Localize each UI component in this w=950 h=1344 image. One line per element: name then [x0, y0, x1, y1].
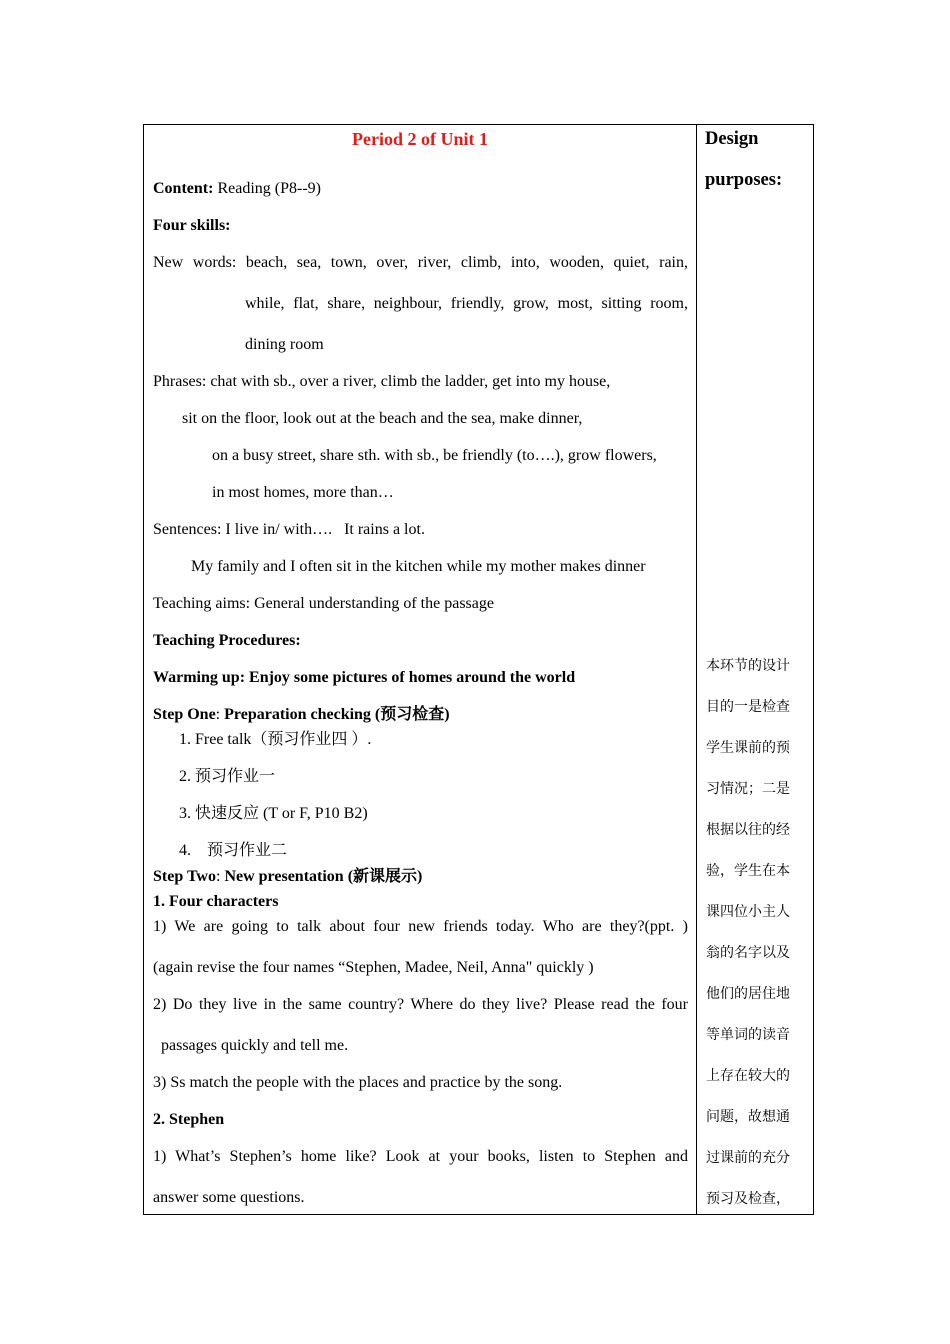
step-one-label: Step One	[153, 706, 216, 723]
step-two-separator: :	[215, 868, 225, 885]
design-note-line: 过课前的充分	[706, 1150, 790, 1166]
step-two-title: New presentation (新课展示)	[224, 868, 423, 885]
design-note-line: 习情况；二是	[706, 781, 790, 797]
lesson-title: Period 2 of Unit 1	[352, 129, 488, 149]
design-note-line: 本环节的设计	[706, 658, 790, 674]
design-note-line: 预习及检查，	[706, 1191, 790, 1207]
design-heading: Design	[705, 129, 759, 149]
step-one-item: 3. 快速反应 (T or F, P10 B2)	[179, 805, 368, 822]
step-one-heading	[153, 705, 450, 725]
design-note-line: 验，学生在本	[706, 863, 790, 879]
four-characters-1a: 1) We are going to talk about four new friends today. Who are they?(ppt. )	[153, 918, 688, 935]
step-one-separator: :	[215, 706, 225, 723]
design-note-line: 课四位小主人	[706, 904, 790, 920]
lesson-content-column	[144, 125, 696, 1214]
design-note-line: 翁的名字以及	[706, 945, 790, 961]
step-one-item: 4. 预习作业二	[179, 842, 288, 859]
sentences-line-1: Sentences: I live in/ with…. It rains a lot.	[153, 521, 425, 538]
design-note-line: 问题，故想通	[706, 1109, 790, 1125]
new-words-line-1: New words: beach, sea, town, over, river, climb, into, wooden, quiet, rain,	[153, 254, 688, 271]
step-one-title: Preparation checking (预习检查)	[224, 706, 450, 723]
design-note-line: 学生课前的预	[706, 740, 790, 756]
phrases-line-1: Phrases: chat with sb., over a river, climb the ladder, get into my house,	[153, 373, 611, 390]
four-skills-heading: Four skills:	[153, 217, 231, 234]
four-characters-1b: (again revise the four names “Stephen, Madee, Neil, Anna" quickly )	[153, 959, 594, 976]
new-words-line-2: while, flat, share, neighbour, friendly, grow, most, sitting room,	[245, 295, 688, 312]
sentences-line-2: My family and I often sit in the kitchen while my mother makes dinner	[191, 558, 646, 575]
design-note-line: 根据以往的经	[706, 822, 790, 838]
four-characters-3: 3) Ss match the people with the places and practice by the song.	[153, 1074, 563, 1091]
stephen-1a: 1) What’s Stephen’s home like? Look at your books, listen to Stephen and	[153, 1148, 688, 1165]
design-purposes-column	[697, 125, 813, 1214]
step-two-label: Step Two	[153, 868, 216, 885]
warming-up-heading: Warming up: Enjoy some pictures of homes around the world	[153, 669, 576, 686]
phrases-line-2: sit on the floor, look out at the beach and the sea, make dinner,	[182, 410, 583, 427]
content-label: Content:	[153, 180, 214, 197]
step-two-heading	[153, 867, 422, 887]
step-one-item: 1. Free talk（预习作业四 ）.	[179, 731, 372, 748]
design-note-line: 上存在较大的	[706, 1068, 790, 1084]
stephen-1b: answer some questions.	[153, 1189, 305, 1206]
content-value: Reading (P8--9)	[213, 180, 321, 197]
step-one-item: 2. 预习作业一	[179, 768, 276, 785]
phrases-line-4: in most homes, more than…	[212, 484, 394, 501]
design-note-line: 等单词的读音	[706, 1027, 790, 1043]
stephen-heading: 2. Stephen	[153, 1111, 225, 1128]
teaching-aims: Teaching aims: General understanding of the passage	[153, 595, 494, 612]
four-characters-heading: 1. Four characters	[153, 893, 279, 910]
design-note-line: 他们的居住地	[706, 986, 790, 1002]
purposes-heading: purposes:	[705, 170, 783, 190]
content-line	[153, 179, 321, 199]
design-note-line: 目的一是检查	[706, 699, 790, 715]
phrases-line-3: on a busy street, share sth. with sb., be friendly (to….), grow flowers,	[212, 447, 657, 464]
four-characters-2b: passages quickly and tell me.	[161, 1037, 349, 1054]
new-words-line-3: dining room	[245, 336, 324, 353]
teaching-procedures-heading: Teaching Procedures:	[153, 632, 301, 649]
four-characters-2a: 2) Do they live in the same country? Where do they live? Please read the four	[153, 996, 688, 1013]
lesson-plan-table	[143, 124, 814, 1215]
